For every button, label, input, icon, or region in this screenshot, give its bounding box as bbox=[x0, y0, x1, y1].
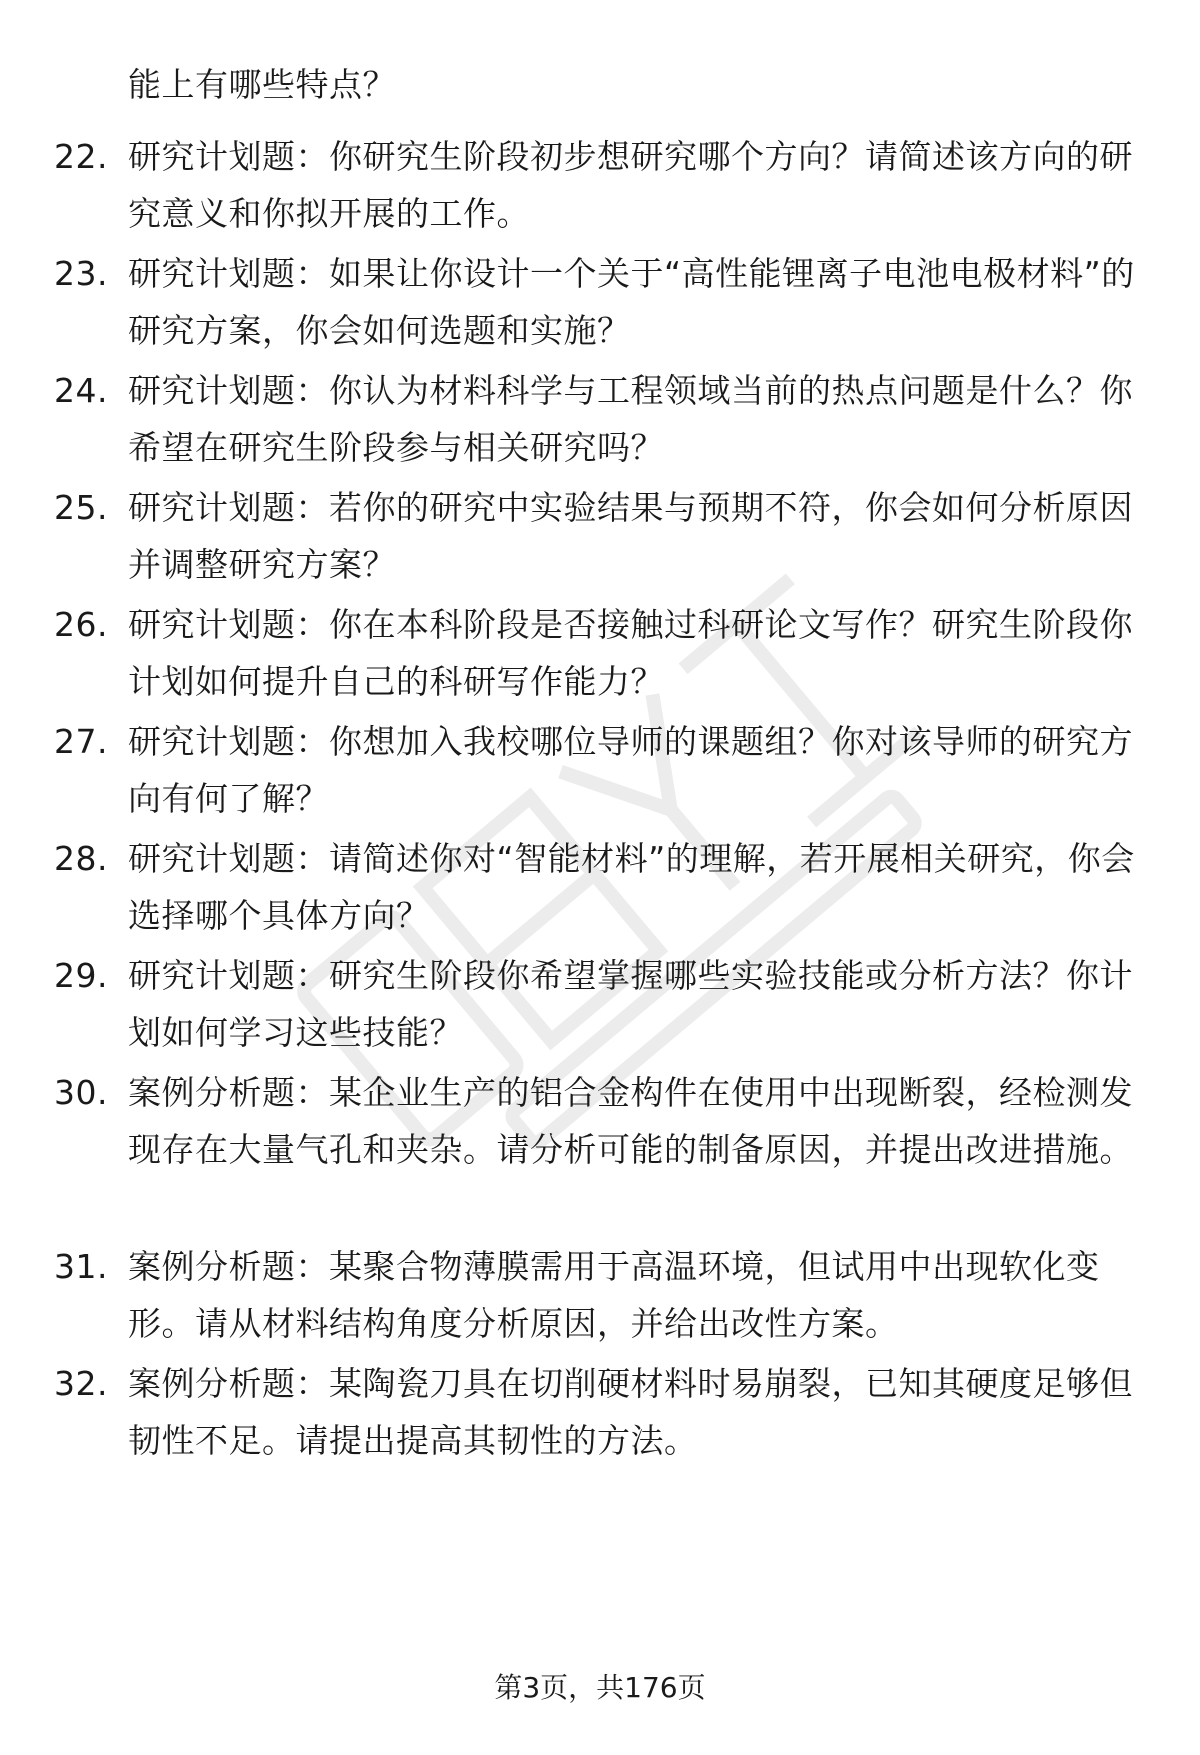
item-number: 24. bbox=[54, 371, 108, 410]
item-text: 研究计划题：请简述你对“智能材料”的理解，若开展相关研究，你会选择哪个具体方向？ bbox=[128, 839, 1135, 935]
item-number: 30. bbox=[54, 1073, 108, 1112]
item-text: 研究计划题：你在本科阶段是否接触过科研论文写作？研究生阶段你计划如何提升自己的科研写作能力？ bbox=[128, 605, 1133, 701]
item-text: 研究计划题：若你的研究中实验结果与预期不符，你会如何分析原因并调整研究方案？ bbox=[128, 488, 1133, 584]
item-number: 22. bbox=[54, 137, 108, 176]
item-number: 32. bbox=[54, 1364, 108, 1403]
item-number: 28. bbox=[54, 839, 108, 878]
item-text: 案例分析题：某聚合物薄膜需用于高温环境，但试用中出现软化变形。请从材料结构角度分析原因，并给出改性方案。 bbox=[128, 1247, 1100, 1343]
item-text: 研究计划题：研究生阶段你希望掌握哪些实验技能或分析方法？你计划如何学习这些技能？ bbox=[128, 956, 1133, 1052]
item-number: 26. bbox=[54, 605, 108, 644]
page-footer: 第3页，共176页 bbox=[494, 1671, 706, 1704]
item-text: 案例分析题：某企业生产的铝合金构件在使用中出现断裂，经检测发现存在大量气孔和夹杂。请分析可能的制备原因，并提出改进措施。 bbox=[128, 1073, 1133, 1169]
item-number: 27. bbox=[54, 722, 108, 761]
item-text: 研究计划题：你想加入我校哪位导师的课题组？你对该导师的研究方向有何了解？ bbox=[128, 722, 1133, 818]
item-number: 31. bbox=[54, 1247, 108, 1286]
item-text: 研究计划题：你研究生阶段初步想研究哪个方向？请简述该方向的研究意义和你拟开展的工作。 bbox=[128, 137, 1133, 233]
item-text: 研究计划题：你认为材料科学与工程领域当前的热点问题是什么？你希望在研究生阶段参与相关研究吗？ bbox=[128, 371, 1133, 467]
continuation-text: 能上有哪些特点？ bbox=[128, 65, 396, 104]
item-text: 案例分析题：某陶瓷刀具在切削硬材料时易崩裂，已知其硬度足够但韧性不足。请提出提高其韧性的方法。 bbox=[128, 1364, 1133, 1460]
item-number: 29. bbox=[54, 956, 108, 995]
item-text: 研究计划题：如果让你设计一个关于“高性能锂离子电池电极材料”的研究方案，你会如何选题和实施？ bbox=[128, 254, 1135, 350]
item-number: 23. bbox=[54, 254, 108, 293]
item-number: 25. bbox=[54, 488, 108, 527]
